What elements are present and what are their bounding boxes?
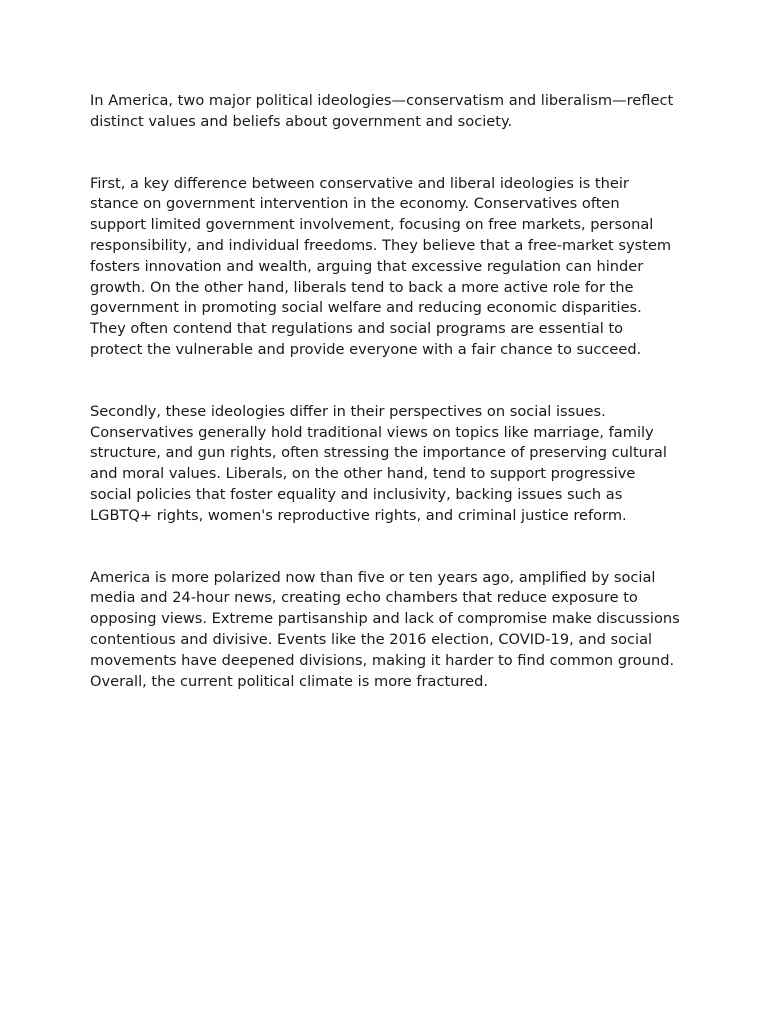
paragraph-social-issues: Secondly, these ideologies differ in their perspectives on social issues. Conservatives generally hold traditional views on topics like marriage, family structure, and gun rights, often stressing the importance of preserving cultural and moral values. Liberals, on the other hand, tend to support progressive social policies that foster equality and inclusivity, backing issues such as LGBTQ+ rights, women's reproductive rights, and criminal justice reform. (90, 402, 667, 524)
paragraph-intro: In America, two major political ideologies—conservatism and liberalism—reflect distinct values and beliefs about government and society. (90, 92, 674, 130)
paragraph-polarization: America is more polarized now than five or ten years ago, amplified by social media and 24-hour news, creating echo chambers that reduce exposure to opposing views. Extreme partisanship and lack of compromise make discussions contentious and divisive. Events like the 2016 election, COVID-19, and social movements have deepened divisions, making it harder to find common ground. Overall, the current political climate is more fractured. (90, 568, 680, 690)
paragraph-economy: First, a key difference between conservative and liberal ideologies is their stance on government intervention in the economy. Conservatives often support limited government involvement, focusing on free markets, personal responsibility, and individual freedoms. They believe that a free-market system fosters innovation and wealth, arguing that excessive regulation can hinder growth. On the other hand, liberals tend to back a more active role for the government in promoting social welfare and reducing economic disparities. They often contend that regulations and social programs are essential to protect the vulnerable and provide everyone with a fair chance to succeed. (90, 174, 672, 358)
document-body (90, 91, 680, 733)
